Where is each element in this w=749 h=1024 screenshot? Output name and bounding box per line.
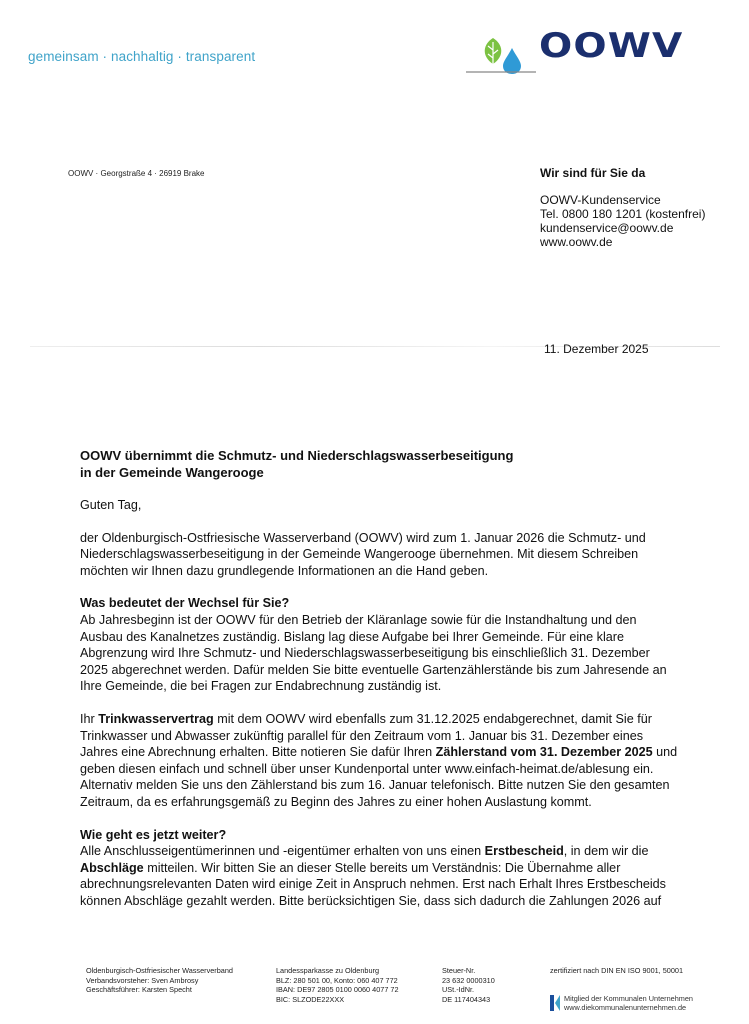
paragraph — [80, 711, 700, 811]
greeting: Guten Tag, — [80, 498, 142, 512]
footer-line: Landessparkasse zu Oldenburg — [276, 966, 380, 975]
footer-line: DE 117404343 — [442, 994, 491, 1004]
footer-line: Oldenburgisch-Ostfriesischer Wasserverband — [86, 966, 233, 975]
text-segment: Ab Jahresbeginn ist der OOWV für den Betrieb der Kläranlage sowie für die Instandhaltung und den — [80, 612, 637, 627]
footer-line: BLZ: 280 501 00, Konto: 060 407 772 — [276, 975, 398, 985]
bold-text: Trinkwasservertrag — [98, 711, 214, 726]
text-line — [80, 794, 700, 811]
text-line — [80, 843, 700, 860]
bold-text: Abschläge — [80, 860, 144, 875]
text-segment: und — [652, 745, 678, 760]
section-heading: Wie geht es jetzt weiter? — [80, 827, 227, 842]
paragraph — [80, 843, 700, 909]
text-line — [80, 777, 700, 794]
footer-line: IBAN: DE97 2805 0100 0060 4077 72 — [276, 985, 399, 995]
text-segment: möchten wir Ihnen dazu grundlegende Informationen an die Hand geben. — [80, 563, 489, 578]
footer-line: USt.-IdNr. — [442, 985, 475, 995]
contact-line: kundenservice@oowv.de — [540, 221, 674, 235]
letter-paragraphs — [80, 514, 700, 910]
text-line — [80, 629, 700, 646]
text-segment: abrechnungsrelevanten Daten wird einige Zeit in Anspruch nehmen. Erst nach Erhalt Ihres Erstbescheids — [80, 877, 666, 892]
text-line — [80, 662, 700, 679]
text-line — [80, 612, 700, 629]
text-line — [80, 530, 700, 547]
footer-line: Steuer-Nr. — [442, 966, 476, 975]
letter-body — [80, 447, 700, 909]
text-line — [80, 711, 700, 728]
text-segment: geben diesen einfach und schnell über unser Kundenportal unter www.einfach-heimat.de/ablesung ein. — [80, 761, 654, 776]
footer-line: 23 632 0000310 — [442, 975, 495, 985]
text-segment: Abgrenzung wird Ihre Schmutz- und Niederschlagswasserbeseitigung bis einschließlich 31. Dezember — [80, 646, 650, 661]
text-segment: Ihre Gemeinde, die bei Fragen zur Endabrechnung zuständig ist. — [80, 679, 442, 694]
tagline: gemeinsam · nachhaltig · transparent — [28, 49, 256, 64]
sender-address-line: OOWV · Georgstraße 4 · 26919 Brake — [68, 169, 205, 178]
text-segment: können Abschläge gezahlt werden. Bitte berücksichtigen Sie, dass sich dadurch die Zahlungen 2026 auf — [80, 893, 662, 908]
text-line — [80, 893, 700, 910]
text-segment: Alternativ melden Sie uns den Zählerstand bis zum 16. Januar telefonisch. Bitte nutzen Sie den gesamten — [80, 778, 670, 793]
section-heading: Was bedeutet der Wechsel für Sie? — [80, 596, 290, 611]
text-line — [80, 563, 700, 580]
contact-line: www.oowv.de — [540, 235, 613, 249]
text-segment: mitteilen. Wir bitten Sie an dieser Stelle bereits um Verständnis: Die Übernahme aller — [143, 860, 621, 875]
text-segment: Jahres eine Abrechnung erhalten. Bitte notieren Sie dafür Ihren — [80, 745, 436, 760]
text-line — [80, 860, 700, 877]
text-segment: mit dem OOWV wird ebenfalls zum 31.12.2025 endabgerechnet, damit Sie für — [213, 711, 652, 726]
text-segment: Niederschlagswasserbeseitigung in der Gemeinde Wangerooge übernehmen. Mit diesem Schreiben — [80, 547, 639, 562]
text-line — [80, 546, 700, 563]
text-segment: , in dem wir die — [563, 844, 649, 859]
text-line — [80, 678, 700, 695]
kommunale-unternehmen-logo-icon — [550, 994, 560, 1012]
text-segment: 2025 abgerechnet werden. Dafür melden Sie bitte eventuelle Gartenzählerstände bis zum Jahresende an — [80, 662, 667, 677]
oowv-logo — [466, 26, 684, 78]
footer-line: Geschäftsführer: Karsten Specht — [86, 985, 192, 995]
contact-block — [540, 166, 705, 249]
certification: zertifiziert nach DIN EN ISO 9001, 50001 — [550, 966, 684, 975]
member-link: www.diekommunalenunternehmen.de — [564, 1003, 687, 1013]
bold-text: Zählerstand vom 31. Dezember 2025 — [435, 745, 653, 760]
member-line: Mitglied der Kommunalen Unternehmen — [564, 993, 693, 1003]
letter-date: 11. Dezember 2025 — [544, 342, 649, 356]
paragraph — [80, 530, 700, 580]
bold-text: Erstbescheid — [484, 844, 564, 859]
text-segment: Zeitraum, da es erfahrungsgemäß zu Beginn des Jahres zu einer hohen Auslastung kommt. — [80, 794, 592, 809]
contact-heading: Wir sind für Sie da — [540, 166, 646, 180]
text-line — [80, 728, 700, 745]
subject-line: in der Gemeinde Wangerooge — [80, 465, 264, 480]
text-line — [80, 876, 700, 893]
logo-wordmark: OOWV — [539, 26, 684, 66]
paragraph — [80, 612, 700, 695]
text-segment: Ihr — [80, 711, 99, 726]
text-segment: der Oldenburgisch-Ostfriesische Wasserverband (OOWV) wird zum 1. Januar 2026 die Schmutz- und — [80, 530, 646, 545]
text-line — [80, 645, 700, 662]
text-line — [80, 761, 700, 778]
subject-line: OOWV übernimmt die Schmutz- und Niederschlagswasserbeseitigung — [80, 448, 514, 463]
leaf-drop-icon — [466, 30, 536, 78]
text-segment: Ausbau des Kanalnetzes zuständig. Bislang lag diese Aufgabe bei Ihrer Gemeinde. Für eine klare — [80, 629, 624, 644]
text-line — [80, 744, 700, 761]
text-segment: Alle Anschlusseigentümerinnen und -eigentümer erhalten von uns einen — [80, 844, 485, 859]
footer-line: Verbandsvorsteher: Sven Ambrosy — [86, 975, 199, 985]
text-segment: Trinkwasser und Abwasser zukünftig parallel für den Zeitraum vom 1. Januar bis 31. Dezember eines — [80, 728, 644, 743]
contact-line: Tel. 0800 180 1201 (kostenfrei) — [540, 207, 706, 221]
footer-line: BIC: SLZODE22XXX — [276, 994, 345, 1004]
contact-line: OOWV-Kundenservice — [540, 193, 661, 207]
